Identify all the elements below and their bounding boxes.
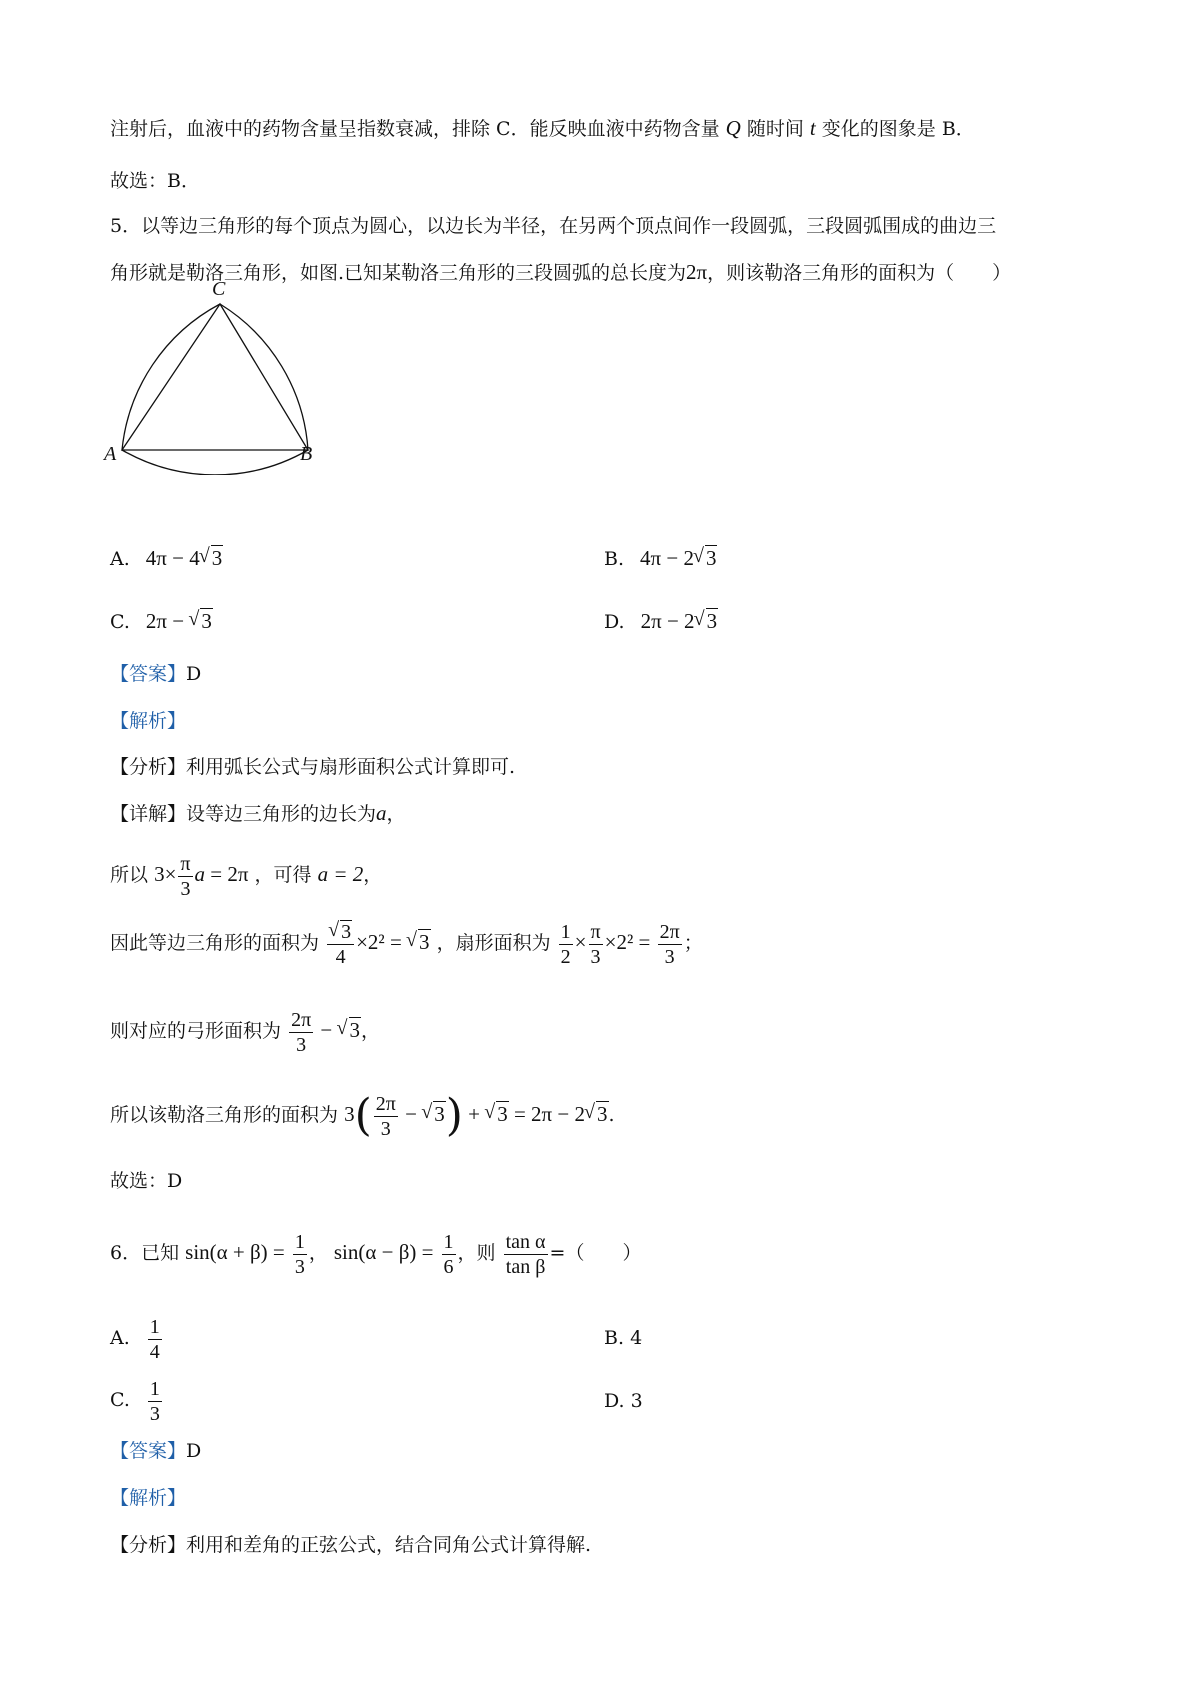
q4-choose: 故选：B． <box>110 170 200 192</box>
vertex-label-c: C <box>212 278 226 300</box>
q6-option-d[interactable]: D. 3 <box>604 1390 643 1412</box>
frac-pi-over-3: $\frac{\pi}{3}$ <box>180 852 191 900</box>
triangle-edges <box>122 304 308 450</box>
q5-step1: 所以 3× $\frac{\pi}{3}$ a = 2π ，可得 a = 2， <box>110 852 383 900</box>
q5-option-b[interactable]: B. 4π − 2√ 3 <box>604 543 717 574</box>
vertex-label-b: B <box>300 443 313 465</box>
q6-answer: 【答案】D <box>110 1440 202 1462</box>
q6-option-c[interactable]: C. $\frac{1}{3}$ <box>110 1377 160 1425</box>
q5-answer: 【答案】D <box>110 663 202 685</box>
q6-stem: 6．已知 sin(α + β) = $\frac{1}{3}$ ， sin(α − β) = $\frac{1}{6}$ ，则 $\frac{\text{tan α}}{\text{tan β}}$ =（ ） <box>110 1230 642 1278</box>
vertex-label-a: A <box>104 443 117 465</box>
q5-xiangjie: 【详解】设等边三角形的边长为a， <box>110 801 406 825</box>
q5-analysis-heading: 【解析】 <box>110 710 187 732</box>
q5-step3: 则对应的弓形面积为 $\frac{2\pi}{3}$ − √ 3， <box>110 1000 380 1061</box>
q4-conclusion-line: 注射后，血液中的药物含量呈指数衰减，排除 C．能反映血液中药物含量 Q 随时间 t 变化的图象是 B． <box>110 116 975 140</box>
q5-option-c[interactable]: C. 2π − √ 3 <box>110 606 213 637</box>
arc-ab <box>122 450 308 475</box>
q5-stem-line2: 角形就是勒洛三角形，如图.已知某勒洛三角形的三段圆弧的总长度为2π，则该勒洛三角形的面积为（ ） <box>110 260 1012 284</box>
reuleaux-triangle-figure <box>100 275 340 475</box>
q6-option-b[interactable]: B. 4 <box>604 1327 643 1349</box>
q5-step2: 因此等边三角形的面积为 √ $\frac{3}{4}$ ×2² = √ 3 ，扇形面积为 $\frac{1}{2}$ × $\frac{\pi}{3}$ ×2² = $\frac{2\pi}{3}$ ； <box>110 912 703 973</box>
frac-sqrt3-over-4: √ $\frac{3}{4}$ <box>327 920 354 969</box>
q5-fenxi: 【分析】利用弧长公式与扇形面积公式计算即可. <box>110 756 516 778</box>
q5-stem-line1: 5．以等边三角形的每个顶点为圆心，以边长为半径，在另两个顶点间作一段圆弧，三段圆弧围成的曲边三 <box>110 215 997 237</box>
q5-choose: 故选：D <box>110 1170 183 1192</box>
q5-step4: 所以该勒洛三角形的面积为 3( $\frac{2\pi}{3}$ − √ 3) + √ 3 = 2π − 2√ 3. <box>110 1082 615 1147</box>
tan-ratio: $\frac{\text{tan α}}{\text{tan β}}$ <box>505 1230 546 1278</box>
q5-option-d[interactable]: D. 2π − 2√ 3 <box>604 606 718 637</box>
q6-option-a[interactable]: A. $\frac{1}{4}$ <box>110 1315 160 1363</box>
q5-option-a[interactable]: A. 4π − 4√ 3 <box>110 543 223 574</box>
q6-fenxi: 【分析】利用和差角的正弦公式，结合同角公式计算得解. <box>110 1534 592 1556</box>
q6-analysis-heading: 【解析】 <box>110 1487 187 1509</box>
